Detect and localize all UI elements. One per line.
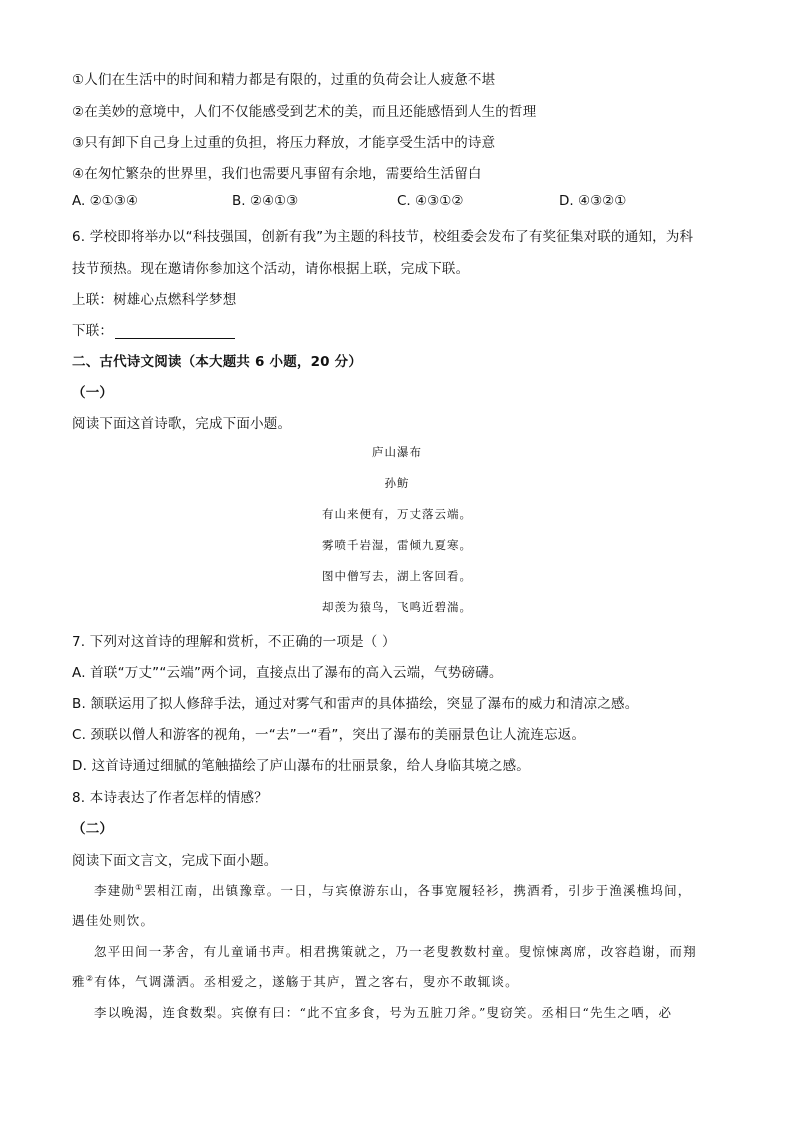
answer-blank[interactable] [115, 325, 235, 339]
statement-3: ③只有卸下自己身上过重的负担，将压力释放，才能享受生活中的诗意 [72, 135, 496, 151]
q7-option-d: D. 这首诗通过细腻的笔触描绘了庐山瀑布的壮丽景象，给人身临其境之感。 [72, 758, 530, 774]
part-one-label: （一） [72, 385, 114, 401]
poem-line-2: 雾喷千岩湿，雷倾九夏寒。 [322, 538, 472, 552]
q7-stem: 7. 下列对这首诗的理解和赏析，不正确的一项是（ ） [72, 634, 396, 650]
classic-text: 有体，气调潇洒。丞相爱之，遂觞于其庐，置之客右，叟亦不敢辄谈。 [94, 974, 519, 989]
part-two-label: （二） [72, 821, 114, 837]
choice-d: D. ④③②① [559, 193, 627, 209]
classic-para-2-line-1: 忽平田间一茅舍，有儿童诵书声。相君携策就之，乃一老叟教数村童。叟惊悚离席，改容趋谢，而翔 [94, 944, 697, 959]
poem-intro: 阅读下面这首诗歌，完成下面小题。 [72, 416, 292, 432]
poem-title: 庐山瀑布 [372, 445, 422, 459]
classic-para-1-line-2: 遇佳处则饮。 [72, 913, 155, 928]
statement-1: ①人们在生活中的时间和精力都是有限的，过重的负荷会让人疲惫不堪 [72, 72, 496, 88]
poem-line-3: 图中僧写去，湖上客回看。 [322, 569, 472, 583]
poem-line-4: 却羡为猿鸟，飞鸣近碧湍。 [322, 600, 472, 614]
classic-para-3-line-1: 李以晚渴，连食数梨。宾僚有曰：“此不宜多食，号为五脏刀斧。”叟窃笑。丞相曰“先生之哂，必 [94, 1005, 673, 1020]
statement-2: ②在美妙的意境中，人们不仅能感受到艺术的美，而且还能感悟到人生的哲理 [72, 104, 537, 120]
q6-line-1: 6. 学校即将举办以“科技强国，创新有我”为主题的科技节，校组委会发布了有奖征集对联的通知，为科 [72, 229, 694, 245]
q7-option-b: B. 颔联运用了拟人修辞手法，通过对雾气和雷声的具体描绘，突显了瀑布的威力和清凉之感。 [72, 696, 639, 712]
q6-upper-couplet: 上联：树雄心点燃科学梦想 [72, 292, 237, 308]
choice-c: C. ④③①② [397, 193, 464, 209]
classic-intro: 阅读下面文言文，完成下面小题。 [72, 853, 278, 869]
footnote-marker: ② [85, 973, 95, 983]
choice-b: B. ②④①③ [232, 193, 299, 209]
classic-text: 雅 [72, 974, 86, 989]
q6-lower-couplet [72, 319, 235, 339]
statement-4: ④在匆忙繁杂的世界里，我们也需要凡事留有余地，需要给生活留白 [72, 166, 482, 182]
classic-text: 罢相江南，出镇豫章。一日，与宾僚游东山，各事宽履轻衫，携酒肴，引步于渔溪樵坞间， [143, 883, 692, 898]
q6-lower-label: 下联： [72, 323, 114, 339]
classic-para-2-line-2 [72, 972, 722, 990]
classic-text: 李建勋 [94, 883, 136, 898]
poem-author: 孙鲂 [384, 476, 410, 490]
q6-line-2: 技节预热。现在邀请你参加这个活动，请你根据上联，完成下联。 [72, 261, 470, 277]
classic-para-1-line-1 [94, 881, 744, 899]
section-heading: 二、古代诗文阅读（本大题共 6 小题，20 分） [72, 354, 363, 370]
choice-a: A. ②①③④ [72, 193, 138, 209]
q7-option-a: A. 首联“万丈”“云端”两个词，直接点出了瀑布的高入云端，气势磅礴。 [72, 665, 503, 681]
poem-line-1: 有山来便有，万丈落云端。 [322, 507, 472, 521]
q7-option-c: C. 颈联以僧人和游客的视角，一“去”一“看”，突出了瀑布的美丽景色让人流连忘返。 [72, 727, 586, 743]
q8-stem: 8. 本诗表达了作者怎样的情感？ [72, 790, 268, 806]
footnote-marker: ① [135, 882, 144, 892]
